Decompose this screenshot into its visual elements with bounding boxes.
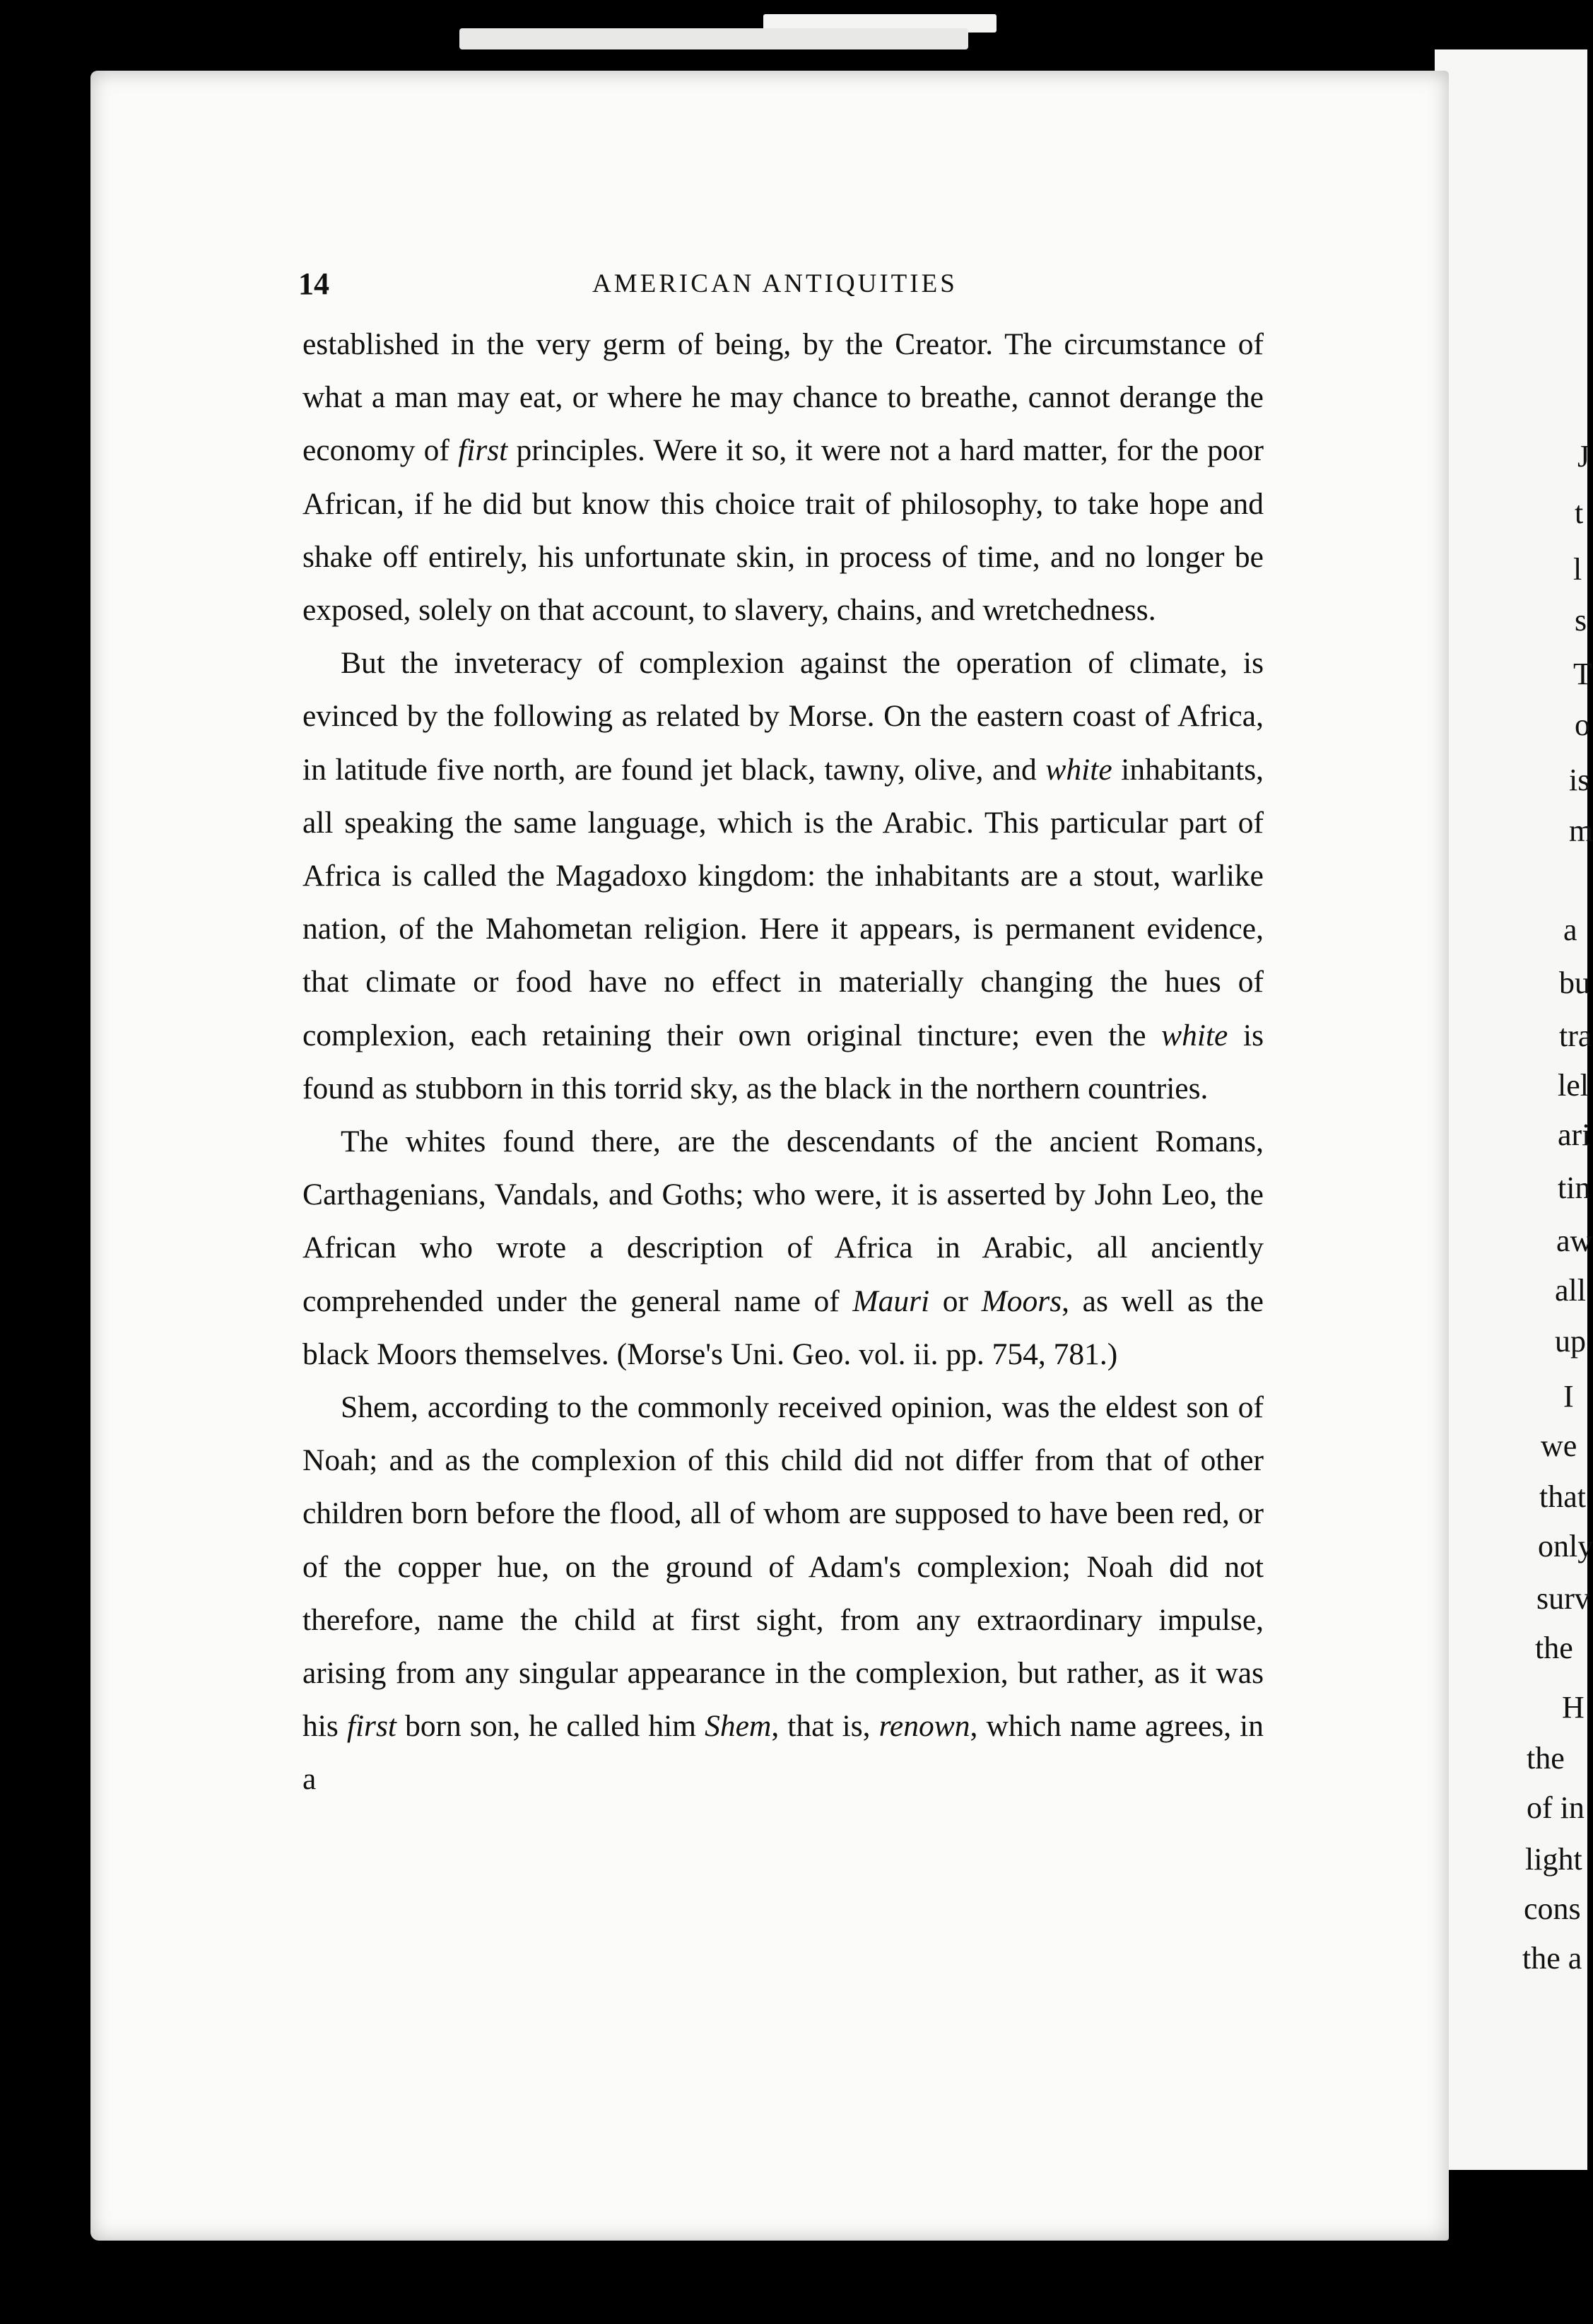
paragraph xyxy=(302,1115,1264,1381)
facing-page-fragment: light xyxy=(1525,1842,1582,1877)
text-run: inhabitants, all speaking the same language, which is the Arabic. This particular part of Africa is called the Magadoxo kingdom: the inhabitants are a stout, warlike nation, of the Mahometan religion. Here it appears, is permanent evidence, that climate or food have no effect in materially changing the hues of complexion, each retaining their own original tincture; even the xyxy=(302,752,1264,1052)
facing-page-fragment: that xyxy=(1539,1479,1586,1514)
facing-page-fragment: is xyxy=(1569,763,1590,797)
text-run: is found as stubborn in this torrid sky, as the black in the northern countries. xyxy=(302,1018,1264,1105)
paragraph xyxy=(302,318,1264,637)
facing-page-fragment: the a xyxy=(1522,1941,1582,1976)
facing-page-fragment: a xyxy=(1563,912,1577,947)
text-run: But the inveteracy of complexion against the operation of climate, is evinced by the following as related by Morse. On the eastern coast of Africa, in latitude five north, are found jet black, tawny, olive, and xyxy=(302,646,1264,787)
text-run: , that is, xyxy=(771,1709,879,1744)
facing-page-fragment: all xyxy=(1555,1273,1586,1308)
italic-text: white xyxy=(1161,1018,1228,1052)
text-run: established in the very germ of being, by the Creator. The circumstance of what a man may eat, or where he may chance to breathe, cannot derange the economy of xyxy=(302,327,1264,468)
facing-page-fragment: l xyxy=(1573,552,1582,587)
facing-page-fragment: of in xyxy=(1527,1790,1585,1825)
text-run: , as well as the black Moors themselves. (Morse's Uni. Geo. vol. ii. pp. 754, 781.) xyxy=(302,1284,1264,1371)
facing-page-fragment: only xyxy=(1538,1529,1593,1563)
page-body-text xyxy=(302,318,1264,1807)
facing-page-fragment: tin xyxy=(1558,1170,1591,1205)
text-run: Shem, according to the commonly received opinion, was the eldest son of Noah; and as the complexion of this child did not differ from that of other children born before the flood, all of whom are supposed to have been red, or of the copper hue, on the ground of Adam's complexion; Noah did not therefore, name the child at first sight, from any extraordinary impulse, arising from any singular appearance in the complexion, but rather, as it was his xyxy=(302,1390,1264,1744)
italic-text: first xyxy=(458,433,508,468)
paragraph xyxy=(302,1381,1264,1807)
italic-text: Mauri xyxy=(852,1284,930,1318)
facing-page-fragment: bu xyxy=(1559,966,1590,1000)
facing-page-fragment: H xyxy=(1562,1690,1585,1725)
text-run: The whites found there, are the descendants of the ancient Romans, Carthagenians, Vandals, and Goths; who were, it is asserted by John Leo, the African who wrote a description of Africa in Arabic, all anciently comprehended under the general name of xyxy=(302,1125,1264,1318)
running-title: AMERICAN ANTIQUITIES xyxy=(592,269,958,298)
facing-page-fragment: I xyxy=(1563,1379,1574,1414)
text-run: or xyxy=(929,1284,982,1318)
facing-page-fragment: we xyxy=(1541,1428,1577,1463)
page-number: 14 xyxy=(298,266,329,301)
facing-page-fragment: J xyxy=(1577,439,1590,474)
facing-page-fragment: cons xyxy=(1524,1891,1581,1926)
facing-page-fragment: tra xyxy=(1559,1019,1592,1053)
facing-page-fragment: the xyxy=(1535,1631,1573,1665)
facing-page-fragment: T xyxy=(1573,657,1592,691)
facing-page-fragment: m xyxy=(1569,814,1593,848)
text-run: born son, he called him xyxy=(396,1709,705,1744)
facing-page-fragment: o xyxy=(1575,708,1590,742)
facing-page-fragment: surv xyxy=(1536,1581,1590,1616)
italic-text: renown xyxy=(878,1709,970,1744)
facing-page-fragment: lel xyxy=(1558,1068,1589,1103)
facing-page-fragment: s xyxy=(1575,603,1587,638)
facing-page-fragment: the xyxy=(1527,1741,1565,1776)
facing-page-fragment: aw xyxy=(1556,1223,1593,1258)
italic-text: Moors xyxy=(981,1284,1062,1318)
facing-page-fragment: up xyxy=(1555,1324,1586,1358)
facing-page-fragment: ari xyxy=(1558,1117,1591,1152)
italic-text: Shem xyxy=(705,1709,772,1744)
text-run: , which name agrees, in a xyxy=(302,1709,1264,1797)
italic-text: white xyxy=(1045,752,1112,787)
italic-text: first xyxy=(346,1709,396,1744)
paragraph xyxy=(302,637,1264,1115)
facing-page-fragment: t xyxy=(1575,495,1584,530)
text-run: principles. Were it so, it were not a hard matter, for the poor African, if he did but know this choice trait of philosophy, to take hope and shake off entirely, his unfortunate skin, in process of time, and no longer be exposed, solely on that account, to slavery, chains, and wretchedness. xyxy=(302,433,1264,628)
page-header xyxy=(298,266,1266,308)
page-edge-strip xyxy=(459,28,968,49)
